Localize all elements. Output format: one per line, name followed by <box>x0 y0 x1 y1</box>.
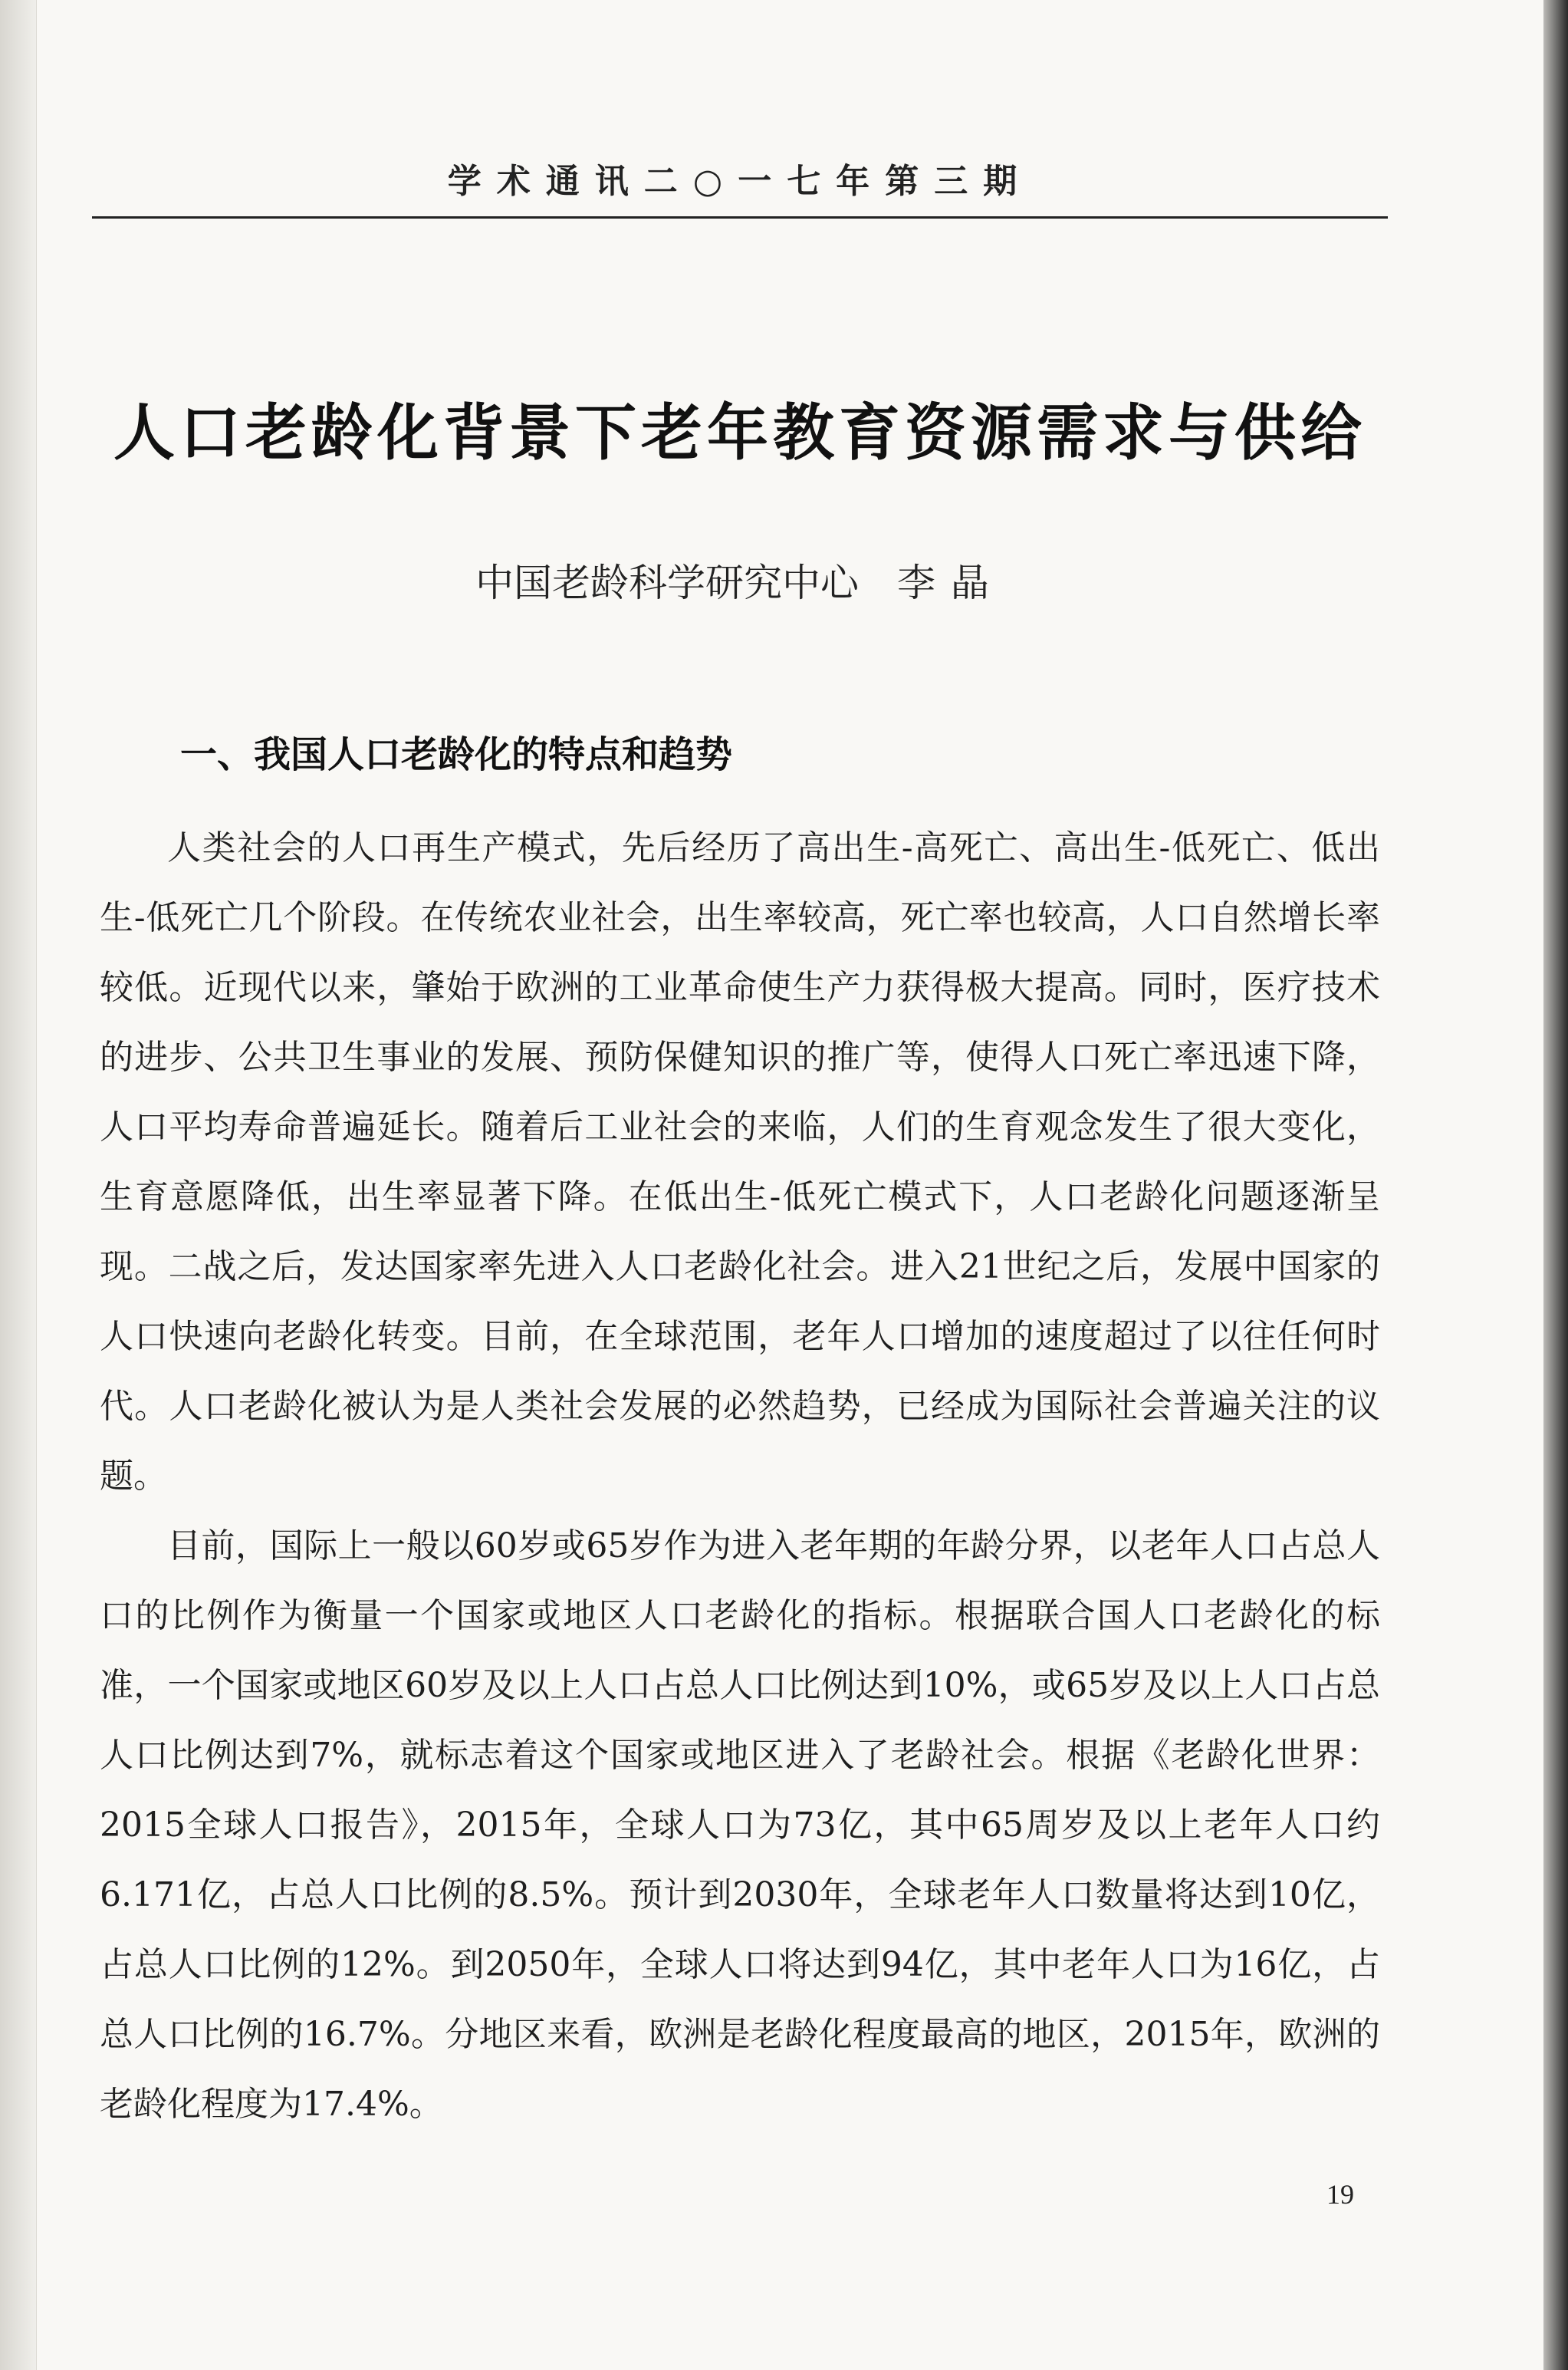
body-text <box>100 813 1380 2139</box>
paragraph: 目前，国际上一般以60岁或65岁作为进入老年期的年龄分界，以老年人口占总人口的比例作为衡量一个国家或地区人口老龄化的指标。根据联合国人口老龄化的标准，一个国家或地区60岁及以上人口占总人口比例达到10%，或65岁及以上人口占总人口比例达到7%，就标志着这个国家或地区进入了老龄社会。根据《老龄化世界：2015全球人口报告》，2015年，全球人口为73亿，其中65周岁及以上老年人口约6.171亿，占总人口比例的8.5%。预计到2030年，全球老年人口数量将达到10亿，占总人口比例的12%。到2050年，全球人口将达到94亿，其中老年人口为16亿，占总人口比例的16.7%。分地区来看，欧洲是老龄化程度最高的地区，2015年，欧洲的老龄化程度为17.4%。 <box>100 1526 1380 2124</box>
author-name: 李晶 <box>897 561 1004 605</box>
header-rule <box>92 216 1388 219</box>
article-title: 人口老龄化背景下老年教育资源需求与供给 <box>113 397 1366 469</box>
author-affiliation: 中国老龄科学研究中心 <box>475 561 859 605</box>
paragraph: 人类社会的人口再生产模式，先后经历了高出生-高死亡、高出生-低死亡、低出生-低死亡几个阶段。在传统农业社会，出生率较高，死亡率也较高，人口自然增长率较低。近现代以来，肇始于欧洲的工业革命使生产力获得极大提高。同时，医疗技术的进步、公共卫生事业的发展、预防保健知识的推广等，使得人口死亡率迅速下降，人口平均寿命普遍延长。随着后工业社会的来临，人们的生育观念发生了很大变化，生育意愿降低，出生率显著下降。在低出生-低死亡模式下，人口老龄化问题逐渐呈现。二战之后，发达国家率先进入人口老龄化社会。进入21世纪之后，发展中国家的人口快速向老龄化转变。目前，在全球范围，老年人口增加的速度超过了以往任何时代。人口老龄化被认为是人类社会发展的必然趋势，已经成为国际社会普遍关注的议题。 <box>100 828 1380 1496</box>
byline <box>92 552 1388 607</box>
section-heading: 一、我国人口老龄化的特点和趋势 <box>180 733 733 776</box>
running-header: 学术通讯二○一七年第三期 <box>447 162 1033 201</box>
right-page-edge <box>1543 0 1568 2370</box>
binding-edge <box>0 0 37 2370</box>
page-number: 19 <box>1326 2179 1354 2210</box>
